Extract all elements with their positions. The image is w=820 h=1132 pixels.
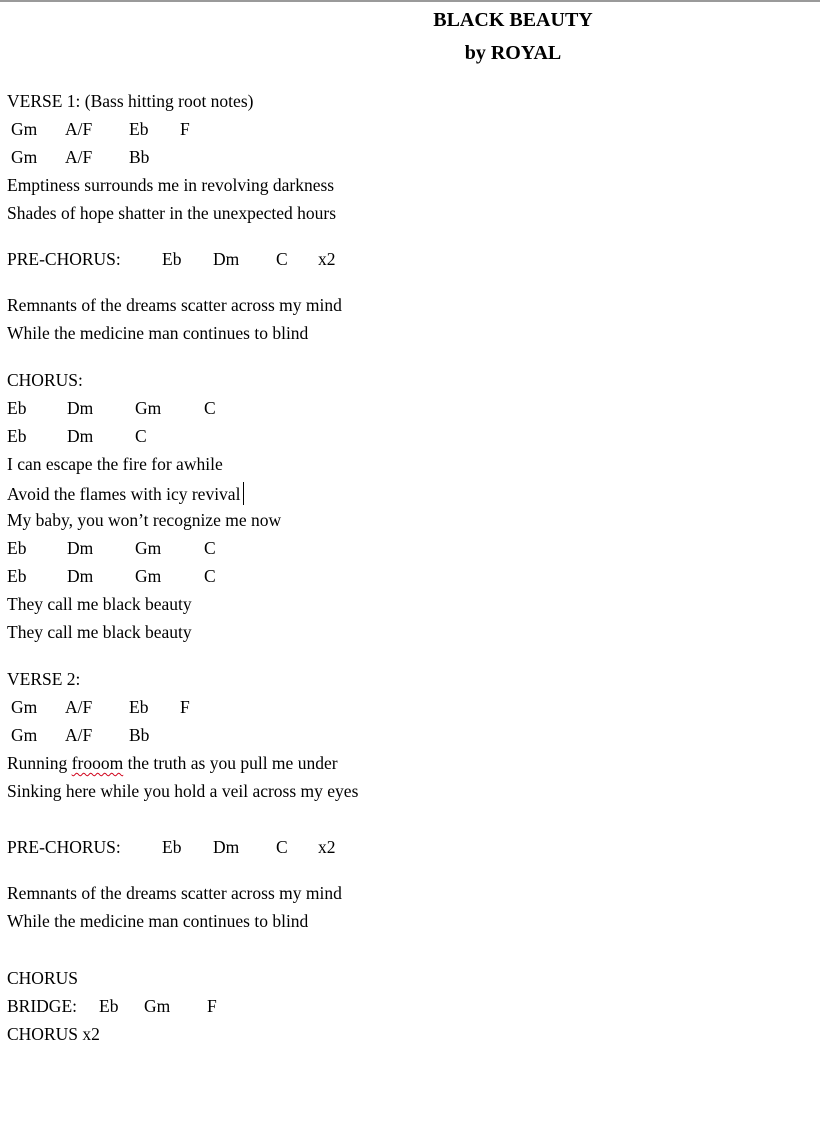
lyric-line: Emptiness surrounds me in revolving darkness	[7, 175, 335, 195]
chord: C	[204, 566, 216, 586]
chord: F	[180, 697, 190, 717]
chord: A/F	[65, 725, 93, 745]
lyric-text: Avoid the flames with icy revival	[7, 484, 241, 504]
lyric-line: They call me black beauty	[7, 622, 192, 642]
verse1-heading: VERSE 1: (Bass hitting root notes)	[7, 91, 254, 111]
misspelled-word[interactable]: frooom	[71, 753, 124, 773]
chord: Bb	[129, 147, 150, 167]
chord: Gm	[135, 566, 162, 586]
chord: Gm	[144, 996, 171, 1016]
lyric-line: Remnants of the dreams scatter across my mind	[7, 883, 342, 903]
chord: Eb	[7, 426, 27, 446]
lyric-text: the truth as you pull me under	[123, 753, 338, 773]
chord: C	[135, 426, 147, 446]
chord: Gm	[11, 119, 38, 139]
repeat-marker: x2	[318, 837, 336, 857]
chord: Dm	[213, 249, 240, 269]
lyric-line: They call me black beauty	[7, 594, 192, 614]
lyric-line	[7, 753, 338, 773]
lyric-line: Remnants of the dreams scatter across my mind	[7, 295, 342, 315]
chord: Gm	[135, 398, 162, 418]
chord: Dm	[67, 398, 94, 418]
text-cursor	[243, 482, 244, 505]
chord: Dm	[67, 566, 94, 586]
chord: Dm	[213, 837, 240, 857]
top-rule	[0, 0, 820, 2]
song-title: BLACK BEAUTY	[433, 9, 593, 31]
lyric-line: Sinking here while you hold a veil across my eyes	[7, 781, 359, 801]
chord: Eb	[99, 996, 119, 1016]
verse2-heading: VERSE 2:	[7, 669, 81, 689]
chord: Bb	[129, 725, 150, 745]
prechorus1-line	[7, 249, 336, 269]
prechorus-label: PRE-CHORUS:	[7, 837, 121, 857]
chord: A/F	[65, 697, 93, 717]
lyric-line: My baby, you won’t recognize me now	[7, 510, 282, 530]
chord: C	[276, 837, 288, 857]
chord: Gm	[11, 725, 38, 745]
chord: Eb	[7, 538, 27, 558]
chord: A/F	[65, 147, 93, 167]
lyric-line-with-cursor[interactable]	[7, 482, 244, 505]
chord: F	[180, 119, 190, 139]
chord: C	[204, 398, 216, 418]
chord: Eb	[129, 119, 149, 139]
chord: Dm	[67, 426, 94, 446]
chorus-repeat-label: CHORUS	[7, 968, 78, 988]
chord: Eb	[129, 697, 149, 717]
lyric-text: Running	[7, 753, 72, 773]
lyric-line: Shades of hope shatter in the unexpected hours	[7, 203, 337, 223]
chord: F	[207, 996, 217, 1016]
bridge-line	[7, 996, 217, 1016]
prechorus2-line	[7, 837, 336, 857]
repeat-marker: x2	[318, 249, 336, 269]
chord: Dm	[67, 538, 94, 558]
chord: A/F	[65, 119, 93, 139]
chord: Gm	[11, 147, 38, 167]
bridge-label: BRIDGE:	[7, 996, 77, 1016]
chord: Eb	[162, 249, 182, 269]
chord: C	[204, 538, 216, 558]
chord: Gm	[11, 697, 38, 717]
song-byline: by ROYAL	[464, 42, 562, 64]
chord: Eb	[7, 566, 27, 586]
chorus-x2-label: CHORUS x2	[7, 1024, 100, 1044]
chord: Eb	[162, 837, 182, 857]
lyric-line: While the medicine man continues to blind	[7, 323, 309, 343]
chord: Eb	[7, 398, 27, 418]
prechorus-label: PRE-CHORUS:	[7, 249, 121, 269]
chord: C	[276, 249, 288, 269]
chorus-heading: CHORUS:	[7, 370, 83, 390]
lyric-line: I can escape the fire for awhile	[7, 454, 223, 474]
chord: Gm	[135, 538, 162, 558]
lyric-line: While the medicine man continues to blind	[7, 911, 309, 931]
